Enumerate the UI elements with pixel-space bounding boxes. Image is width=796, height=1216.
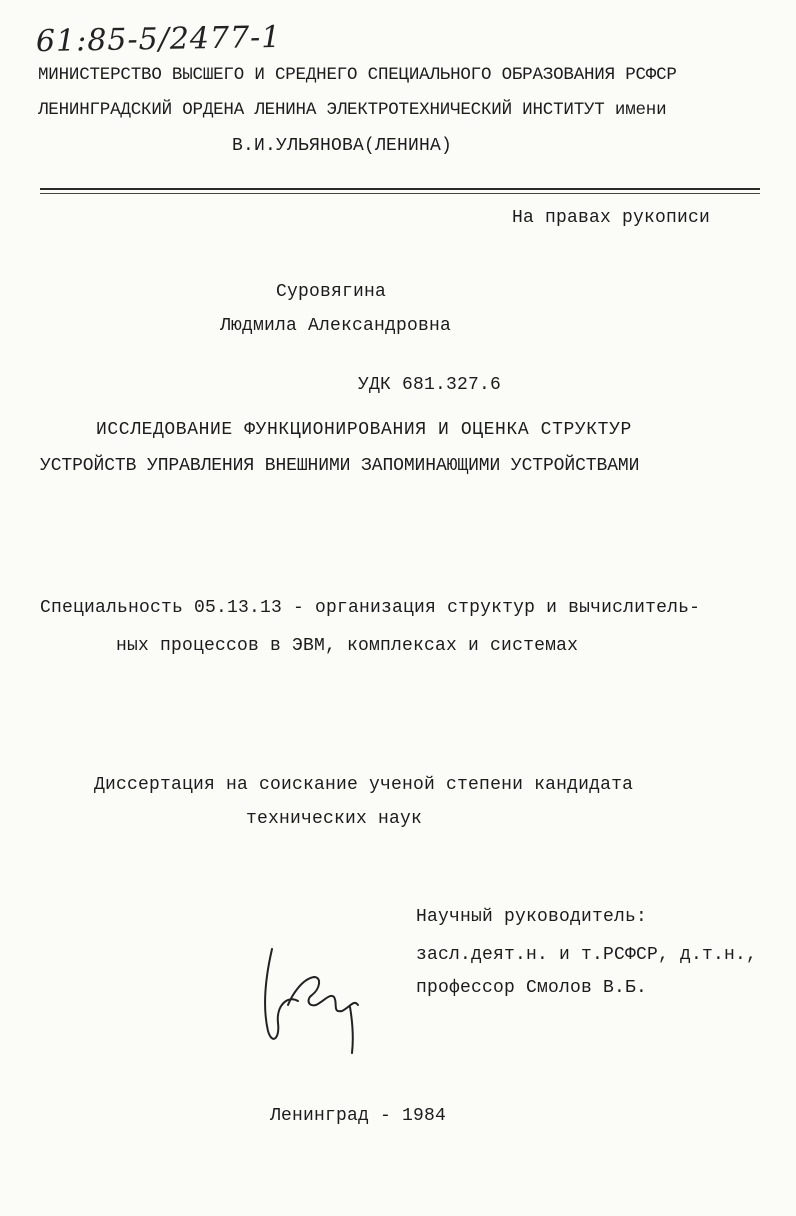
author-name: Людмила Александровна xyxy=(220,316,452,336)
degree-line1: Диссертация на соискание ученой степени кандидата xyxy=(94,775,634,795)
archive-code-handwritten: 61:85-5/2477-1 xyxy=(35,19,282,60)
supervisor-title: засл.деят.н. и т.РСФСР, д.т.н., xyxy=(416,945,758,965)
udc-code: УДК 681.327.6 xyxy=(358,375,502,395)
header-divider-top xyxy=(40,188,760,190)
specialty-line1: Специальность 05.13.13 - организация структур и вычислитель- xyxy=(40,598,701,618)
author-surname: Суровягина xyxy=(276,282,387,302)
supervisor-name: профессор Смолов В.Б. xyxy=(416,978,648,998)
supervisor-signature xyxy=(258,935,374,1057)
institute-heading: ЛЕНИНГРАДСКИЙ ОРДЕНА ЛЕНИНА ЭЛЕКТРОТЕХНИЧЕСКИЙ ИНСТИТУТ имени xyxy=(38,100,667,120)
city-year: Ленинград - 1984 xyxy=(270,1106,447,1126)
dissertation-title-line1: ИССЛЕДОВАНИЕ ФУНКЦИОНИРОВАНИЯ И ОЦЕНКА СТРУКТУР xyxy=(96,420,632,440)
supervisor-label: Научный руководитель: xyxy=(416,907,648,927)
degree-line2: технических наук xyxy=(246,809,423,829)
dissertation-title-line2: УСТРОЙСТВ УПРАВЛЕНИЯ ВНЕШНИМИ ЗАПОМИНАЮЩИМИ УСТРОЙСТВАМИ xyxy=(40,456,640,476)
ministry-heading: МИНИСТЕРСТВО ВЫСШЕГО И СРЕДНЕГО СПЕЦИАЛЬНОГО ОБРАЗОВАНИЯ РСФСР xyxy=(38,65,677,85)
specialty-line2: ных процессов в ЭВМ, комплексах и системах xyxy=(116,636,579,656)
institute-named-after: В.И.УЛЬЯНОВА(ЛЕНИНА) xyxy=(232,136,453,156)
manuscript-note: На правах рукописи xyxy=(512,208,711,228)
header-divider-bottom xyxy=(40,193,760,194)
